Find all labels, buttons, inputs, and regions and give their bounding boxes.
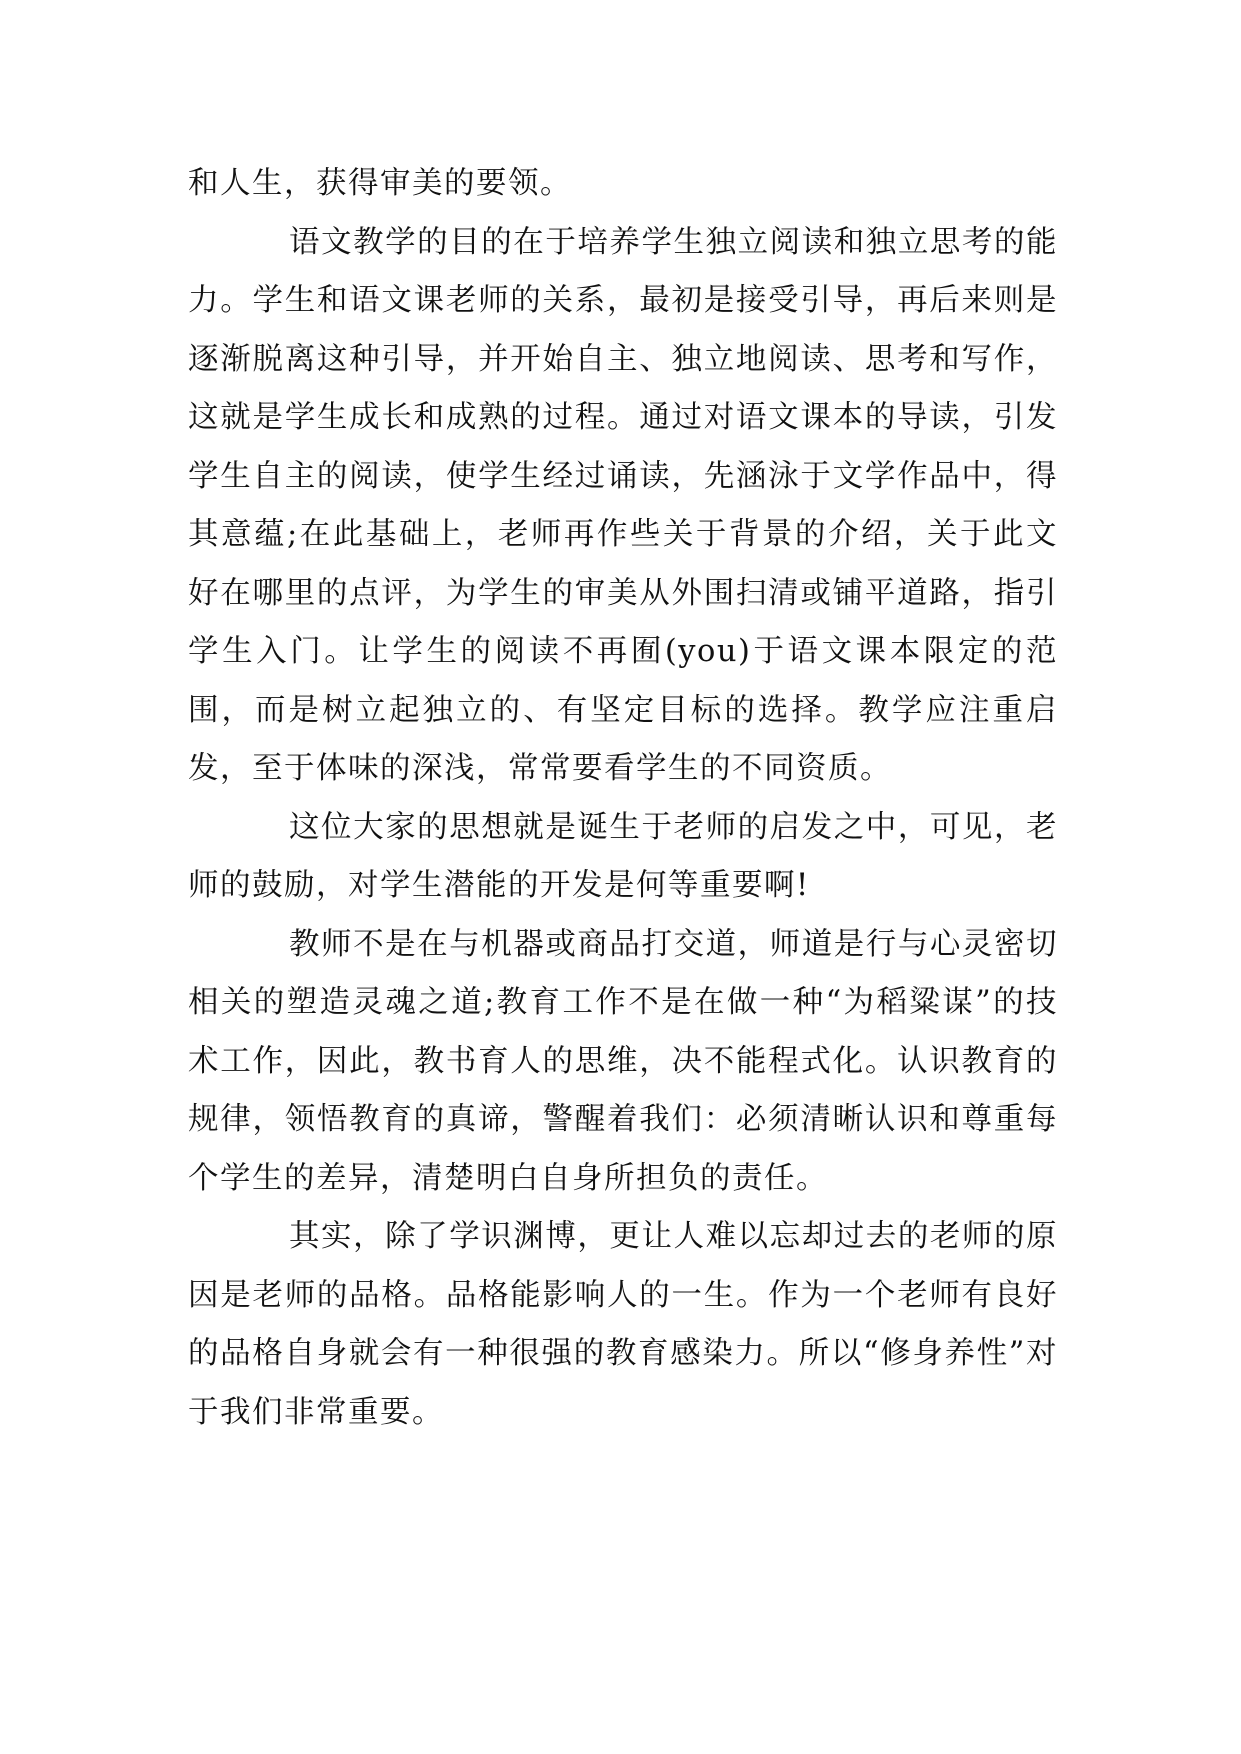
document-body — [188, 155, 1058, 1442]
paragraph-teacher-inspiration: 这位大家的思想就是诞生于老师的启发之中，可见，老师的鼓励，对学生潜能的开发是何等重要啊! — [188, 809, 1058, 903]
paragraph-chinese-teaching-goal: 语文教学的目的在于培养学生独立阅读和独立思考的能力。学生和语文课老师的关系，最初是接受引导，再后来则是逐渐脱离这种引导，并开始自主、独立地阅读、思考和写作，这就是学生成长和成熟的过程。通过对语文课本的导读，引发学生自主的阅读，使学生经过诵读，先涵泳于文学作品中，得其意蕴;在此基础上，老师再作些关于背景的介绍，关于此文好在哪里的点评，为学生的审美从外围扫清或铺平道路，指引学生入门。让学生的阅读不再囿(you)于语文课本限定的范围，而是树立起独立的、有坚定目标的选择。教学应注重启发，至于体味的深浅，常常要看学生的不同资质。 — [188, 224, 1058, 786]
paragraph-teacher-character: 其实，除了学识渊博，更让人难以忘却过去的老师的原因是老师的品格。品格能影响人的一生。作为一个老师有良好的品格自身就会有一种很强的教育感染力。所以“修身养性”对于我们非常重要。 — [188, 1219, 1058, 1430]
paragraph-continuation: 和人生，获得审美的要领。 — [188, 166, 572, 201]
paragraph-teaching-way: 教师不是在与机器或商品打交道，师道是行与心灵密切相关的塑造灵魂之道;教育工作不是在做一种“为稻粱谋”的技术工作，因此，教书育人的思维，决不能程式化。认识教育的规律，领悟教育的真谛，警醒着我们：必须清晰认识和尊重每个学生的差异，清楚明白自身所担负的责任。 — [188, 926, 1058, 1196]
